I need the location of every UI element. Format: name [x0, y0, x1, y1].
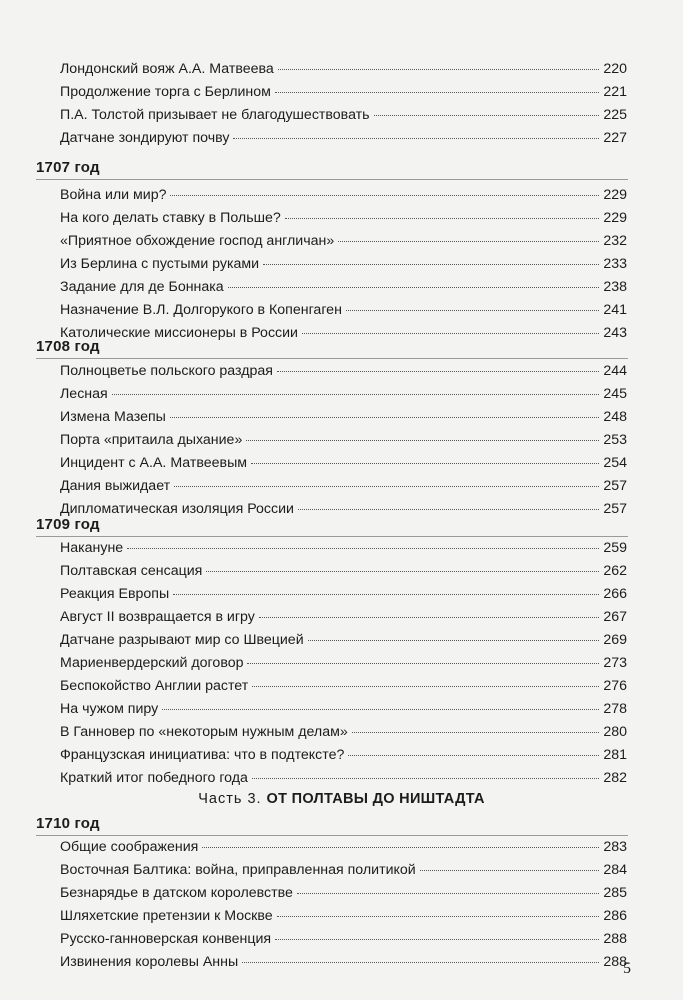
entry-title: Мариенвердерский договор: [60, 655, 244, 671]
leader-dots: [302, 333, 599, 334]
entry-page: 220: [603, 61, 627, 77]
entry-page: 285: [603, 885, 627, 901]
entry-title: Католические миссионеры в России: [60, 325, 298, 341]
toc-entry: [60, 882, 627, 904]
entry-title: Измена Мазепы: [60, 409, 166, 425]
toc-entry: [60, 859, 627, 881]
leader-dots: [246, 440, 599, 441]
entry-title: Полноцветье польского раздрая: [60, 363, 273, 379]
entry-page: 229: [603, 210, 627, 226]
toc-entry: [60, 583, 627, 605]
entry-title: Лесная: [60, 386, 108, 402]
toc-entry: [60, 537, 627, 559]
entry-title: Шляхетские претензии к Москве: [60, 908, 273, 924]
toc-entry: [60, 127, 627, 149]
entry-page: 257: [603, 501, 627, 517]
leader-dots: [259, 617, 599, 618]
entry-title: Общие соображения: [60, 839, 199, 855]
part-title: ОТ ПОЛТАВЫ ДО НИШТАДТА: [266, 791, 485, 807]
leader-dots: [263, 264, 599, 265]
leader-dots: [252, 686, 599, 687]
entry-title: На чужом пиру: [60, 701, 159, 717]
entry-title: Датчане разрывают мир со Швецией: [60, 632, 304, 648]
toc-entry: [60, 230, 627, 252]
toc-entry: [60, 652, 627, 674]
entry-page: 286: [603, 908, 627, 924]
leader-dots: [228, 287, 600, 288]
entry-title: Дипломатическая изоляция России: [60, 501, 294, 517]
toc-entry: [60, 452, 627, 474]
toc-entry: [60, 429, 627, 451]
toc-entry: [60, 406, 627, 428]
leader-dots: [174, 486, 599, 487]
entry-page: 241: [603, 302, 627, 318]
leader-dots: [346, 310, 599, 311]
entry-page: 282: [603, 770, 627, 786]
leader-dots: [308, 640, 600, 641]
entry-title: На кого делать ставку в Польше?: [60, 210, 281, 226]
entry-title: Порта «притаила дыхание»: [60, 432, 243, 448]
toc-entry: [60, 383, 627, 405]
entry-title: Дания выжидает: [60, 478, 171, 494]
entry-title: Лондонский вояж А.А. Матвеева: [60, 61, 274, 77]
year-heading: 1710 год: [36, 815, 100, 832]
entry-page: 257: [603, 478, 627, 494]
leader-dots: [242, 962, 599, 963]
part-label: Часть 3.: [198, 791, 262, 807]
toc-entry: [60, 322, 627, 344]
leader-dots: [275, 939, 599, 940]
leader-dots: [298, 509, 599, 510]
toc-entry: [60, 744, 627, 766]
entry-page: 267: [603, 609, 627, 625]
leader-dots: [277, 371, 599, 372]
toc-entry: [60, 606, 627, 628]
year-heading: 1709 год: [36, 516, 100, 533]
entry-title: Из Берлина с пустыми руками: [60, 256, 260, 272]
toc-entry: [60, 836, 627, 858]
entry-title: Датчане зондируют почву: [60, 130, 230, 146]
leader-dots: [374, 115, 600, 116]
section-rule: [36, 179, 628, 180]
toc-entry: [60, 104, 627, 126]
toc-entry: [60, 675, 627, 697]
entry-page: 227: [603, 130, 627, 146]
leader-dots: [162, 709, 599, 710]
toc-entry: [60, 58, 627, 80]
entry-title: В Ганновер по «некоторым нужным делам»: [60, 724, 348, 740]
toc-entry: [60, 475, 627, 497]
section-rule: [36, 358, 628, 359]
leader-dots: [206, 571, 599, 572]
entry-title: Французская инициатива: что в подтексте?: [60, 747, 345, 763]
entry-page: 225: [603, 107, 627, 123]
toc-entry: [60, 928, 627, 950]
leader-dots: [338, 241, 599, 242]
leader-dots: [297, 893, 599, 894]
entry-page: 238: [603, 279, 627, 295]
entry-title: Полтавская сенсация: [60, 563, 203, 579]
entry-title: Назначение В.Л. Долгорукого в Копенгаген: [60, 302, 342, 318]
entry-page: 243: [603, 325, 627, 341]
leader-dots: [275, 92, 599, 93]
leader-dots: [251, 463, 599, 464]
leader-dots: [247, 663, 599, 664]
entry-title: Реакция Европы: [60, 586, 170, 602]
entry-page: 254: [603, 455, 627, 471]
entry-page: 273: [603, 655, 627, 671]
leader-dots: [170, 195, 599, 196]
entry-title: Инцидент с А.А. Матвеевым: [60, 455, 248, 471]
year-heading: 1708 год: [36, 338, 100, 355]
entry-page: 276: [603, 678, 627, 694]
toc-entry: [60, 767, 627, 789]
leader-dots: [348, 755, 599, 756]
entry-page: 253: [603, 432, 627, 448]
entry-title: Накануне: [60, 540, 124, 556]
toc-entry: [60, 184, 627, 206]
toc-entry: [60, 629, 627, 651]
entry-title: Война или мир?: [60, 187, 167, 203]
toc-entry: [60, 698, 627, 720]
entry-title: Безнарядье в датском королевстве: [60, 885, 293, 901]
entry-page: 245: [603, 386, 627, 402]
entry-page: 232: [603, 233, 627, 249]
leader-dots: [233, 138, 599, 139]
part-heading: [0, 789, 683, 809]
toc-entry: [60, 905, 627, 927]
toc-entry: [60, 951, 627, 973]
toc-entry: [60, 81, 627, 103]
toc-entry: [60, 498, 627, 520]
entry-page: 259: [603, 540, 627, 556]
leader-dots: [173, 594, 599, 595]
toc-entry: [60, 276, 627, 298]
entry-title: Август II возвращается в игру: [60, 609, 255, 625]
leader-dots: [285, 218, 600, 219]
leader-dots: [352, 732, 600, 733]
toc-entry: [60, 721, 627, 743]
entry-title: «Приятное обхождение господ англичан»: [60, 233, 335, 249]
year-heading: 1707 год: [36, 159, 100, 176]
entry-title: П.А. Толстой призывает не благодушествовать: [60, 107, 370, 123]
toc-entry: [60, 253, 627, 275]
entry-title: Задание для де Боннака: [60, 279, 224, 295]
entry-page: 280: [603, 724, 627, 740]
entry-page: 233: [603, 256, 627, 272]
entry-title: Краткий итог победного года: [60, 770, 248, 786]
entry-page: 281: [603, 747, 627, 763]
entry-page: 248: [603, 409, 627, 425]
entry-page: 283: [603, 839, 627, 855]
leader-dots: [127, 548, 599, 549]
entry-page: 278: [603, 701, 627, 717]
toc-entry: [60, 560, 627, 582]
toc-entry: [60, 207, 627, 229]
entry-title: Извинения королевы Анны: [60, 954, 239, 970]
leader-dots: [112, 394, 600, 395]
entry-page: 221: [603, 84, 627, 100]
entry-page: 288: [603, 954, 627, 970]
entry-page: 262: [603, 563, 627, 579]
leader-dots: [202, 847, 599, 848]
page-number: 5: [623, 960, 631, 977]
entry-title: Беспокойство Англии растет: [60, 678, 249, 694]
entry-page: 229: [603, 187, 627, 203]
entry-page: 244: [603, 363, 627, 379]
entry-title: Восточная Балтика: война, приправленная политикой: [60, 862, 416, 878]
leader-dots: [277, 916, 600, 917]
toc-entry: [60, 360, 627, 382]
leader-dots: [170, 417, 599, 418]
leader-dots: [278, 69, 600, 70]
leader-dots: [252, 778, 599, 779]
leader-dots: [420, 870, 600, 871]
toc-entry: [60, 299, 627, 321]
entry-page: 288: [603, 931, 627, 947]
entry-page: 266: [603, 586, 627, 602]
entry-page: 284: [603, 862, 627, 878]
entry-title: Продолжение торга с Берлином: [60, 84, 271, 100]
entry-title: Русско-ганноверская конвенция: [60, 931, 272, 947]
entry-page: 269: [603, 632, 627, 648]
